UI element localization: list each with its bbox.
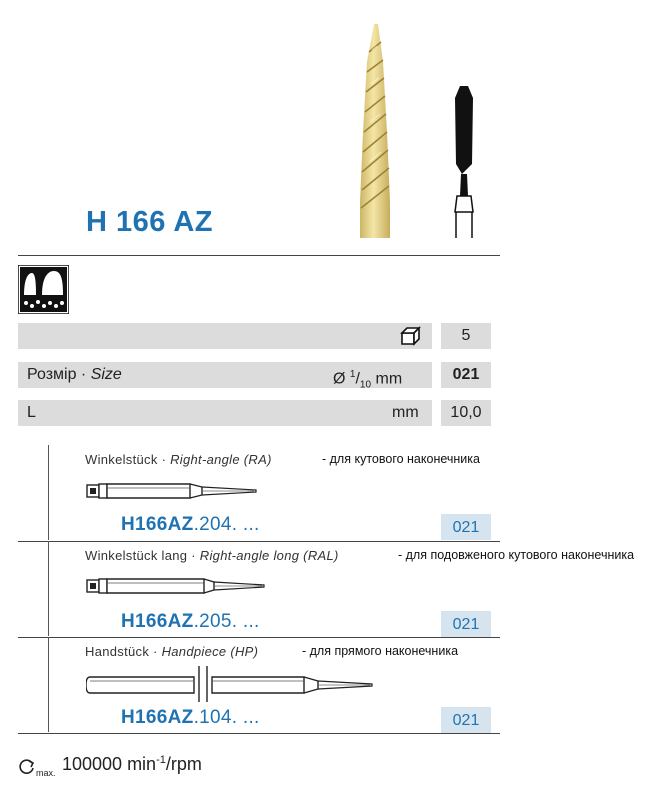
variant-note: - для подовженого кутового наконечника — [398, 548, 635, 562]
variant-title: Handstück · Handpiece (HP) — [85, 644, 259, 659]
spec-row-pack — [18, 323, 432, 349]
bur-silhouette — [440, 84, 490, 240]
variant-size: 021 — [441, 514, 491, 540]
order-code: H166AZ.205. ... — [121, 611, 260, 632]
variant-size: 021 — [441, 707, 491, 733]
rotation-icon — [18, 758, 36, 776]
ra-shank-drawing — [86, 480, 258, 502]
bur-photo — [350, 22, 400, 240]
section-rule — [18, 541, 500, 542]
length-value: 10,0 — [441, 400, 491, 426]
application-icon — [18, 265, 69, 314]
product-title: H 166 AZ — [86, 206, 214, 238]
size-unit: Ø $^1/_{10}$ mm — [333, 369, 403, 391]
section-divider — [48, 445, 49, 540]
title-divider — [18, 255, 500, 256]
section-divider — [48, 541, 49, 636]
spec-row-length — [18, 400, 432, 426]
section-divider — [48, 637, 49, 732]
max-label: max. — [36, 768, 56, 778]
order-code: H166AZ.204. ... — [121, 514, 260, 535]
section-rule — [18, 733, 500, 734]
size-value: 021 — [441, 362, 491, 388]
size-label: Розмір · Size — [27, 366, 122, 383]
variant-title: Winkelstück lang · Right-angle long (RAL) — [85, 548, 339, 563]
length-label: L — [27, 404, 36, 421]
variant-title: Winkelstück · Right-angle (RA) — [85, 452, 272, 467]
pack-quantity: 5 — [441, 323, 491, 349]
package-icon — [400, 326, 422, 346]
length-unit: mm — [392, 404, 419, 421]
variant-note: - для кутового наконечника — [322, 452, 480, 466]
variant-note: - для прямого наконечника — [302, 644, 459, 658]
variant-size: 021 — [441, 611, 491, 637]
order-code: H166AZ.104. ... — [121, 707, 260, 728]
max-speed: 100000 $\min^{-1}$/rpm — [62, 754, 202, 774]
hp-shank-drawing — [86, 664, 376, 704]
section-rule — [18, 637, 500, 638]
ral-shank-drawing — [86, 575, 266, 597]
